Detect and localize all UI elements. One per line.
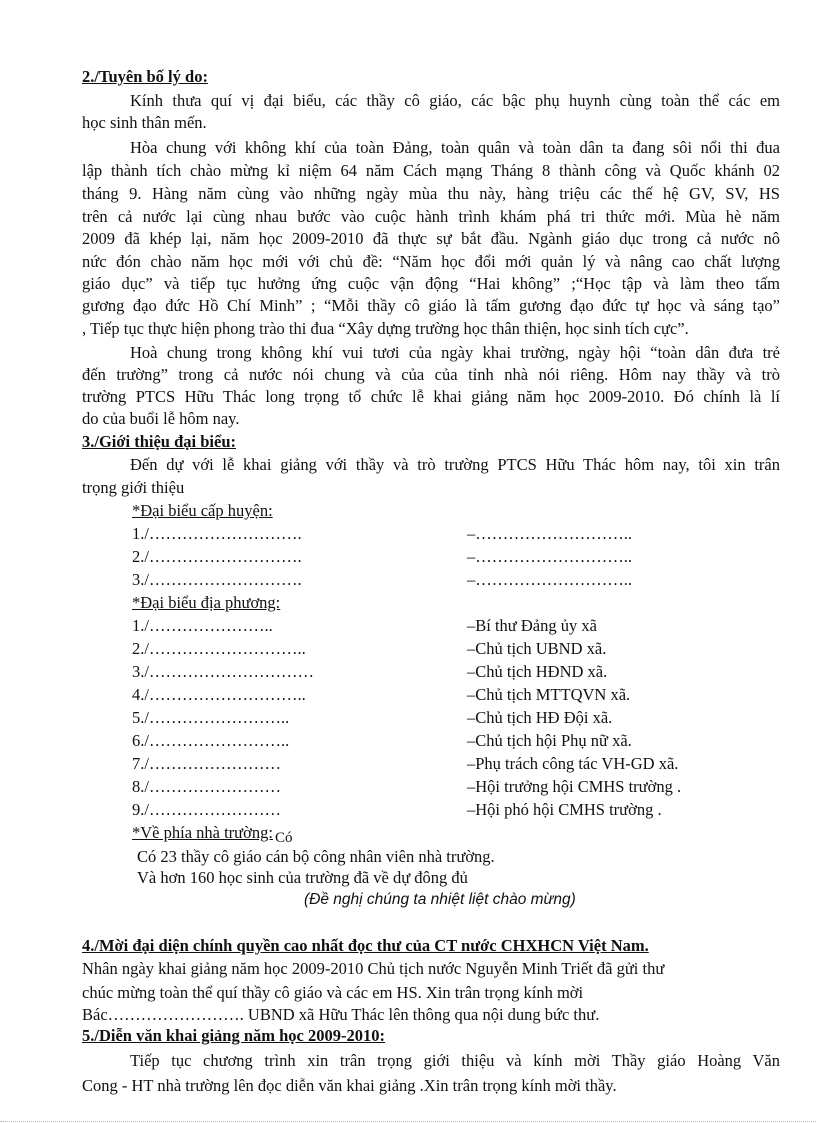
local-row-left: 7./…………………… xyxy=(132,754,281,773)
local-row-left: 5./…………………….. xyxy=(132,708,290,727)
paragraph-line: gương đạo đức Hồ Chí Minh” ; “Mỗi thầy cô giáo là tấm gương đạo đức tự học và sáng tạo” xyxy=(82,296,780,315)
paragraph-line: trường PTCS Hữu Thác long trọng tổ chức lễ khai giảng năm học 2009-2010. Đó chính là lí xyxy=(82,387,780,406)
paragraph-line: Đến dự với lễ khai giảng với thầy và trò trường PTCS Hữu Thác hôm nay, tôi xin trân xyxy=(130,455,780,474)
section-3-heading xyxy=(82,431,780,453)
district-row-right: –……………………….. xyxy=(467,524,632,543)
paragraph-line: Bác……………………. UBND xã Hữu Thác lên thông qua nội dung bức thư. xyxy=(82,1005,600,1024)
local-row-left: 4./……………………….. xyxy=(132,685,306,704)
page-bottom-divider xyxy=(0,1121,816,1122)
local-row-right: –Chủ tịch HĐ Đội xã. xyxy=(467,708,613,727)
local-row-left: 3./………………………… xyxy=(132,662,314,681)
paragraph-line: Tiếp tục chương trình xin trân trọng giới thiệu và kính mời Thầy giáo Hoàng Văn xyxy=(130,1051,780,1070)
paragraph-line: nức đón chào năm học mới với chủ đề: “Năm học đổi mới quản lý và nâng cao chất lượng xyxy=(82,252,780,271)
section-5-heading-text: 5./Diễn văn khai giảng năm học 2009-2010: xyxy=(82,1026,385,1045)
school-line: Có 23 thầy cô giáo cán bộ công nhân viên nhà trường. xyxy=(137,847,495,866)
school-line: Và hơn 160 học sinh của trường đã về dự đông đủ xyxy=(137,868,468,887)
paragraph-line: Cong - HT nhà trường lên đọc diễn văn khai giảng .Xin trân trọng kính mời thầy. xyxy=(82,1076,617,1095)
district-row-left: 1./………………………. xyxy=(132,524,302,543)
section-5-heading xyxy=(82,1025,780,1047)
paragraph-line: do của buổi lễ hôm nay. xyxy=(82,409,240,428)
paragraph-line: trên cả nước lại cùng nhau bước vào cuộc hành trình khám phá tri thức mới. Mùa hè năm xyxy=(82,207,780,226)
paragraph-line: giáo dục” và tiếp tục hưởng ứng cuộc vận động “Hai không” ;“Học tập và làm theo tấm xyxy=(82,274,780,293)
district-row-right: –……………………….. xyxy=(467,570,632,589)
local-row-right: –Chủ tịch hội Phụ nữ xã. xyxy=(467,731,632,750)
paragraph-line: chúc mừng toàn thể quí thầy cô giáo và các em HS. Xin trân trọng kính mời xyxy=(82,983,584,1002)
paragraph-line: 2009 đã khép lại, năm học 2009-2010 đã thực sự bắt đầu. Ngành giáo dục trong cả nước nô xyxy=(82,229,780,248)
local-row-left: 2./……………………….. xyxy=(132,639,306,658)
local-row-right: –Hội phó hội CMHS trường . xyxy=(467,800,662,819)
local-row-right: –Chủ tịch HĐND xã. xyxy=(467,662,608,681)
local-row-right: –Phụ trách công tác VH-GD xã. xyxy=(467,754,679,773)
paragraph-line: Nhân ngày khai giảng năm học 2009-2010 Chủ tịch nước Nguyễn Minh Triết đã gửi thư xyxy=(82,959,665,978)
section-3-heading-text: 3./Giới thiệu đại biểu: xyxy=(82,432,236,451)
local-row-left: 1./………………….. xyxy=(132,616,273,635)
local-row-left: 9./…………………… xyxy=(132,800,281,819)
section-4-heading xyxy=(82,935,780,957)
paragraph-line: tháng 9. Hàng năm cùng vào những ngày mùa thu này, hàng triệu các thế hệ GV, SV, HS xyxy=(82,184,780,203)
paragraph-line: đến trường” trong cả nước nói chung và của của tỉnh nhà nói riêng. Hôm nay thầy và trò xyxy=(82,365,780,384)
local-delegates-heading: *Đại biểu địa phương: xyxy=(132,593,281,612)
school-heading-tail: Có xyxy=(274,830,293,846)
local-row-right: –Chủ tịch MTTQVN xã. xyxy=(467,685,631,704)
local-row-right: –Hội trưởng hội CMHS trường . xyxy=(467,777,682,796)
local-row-right: –Chủ tịch UBND xã. xyxy=(467,639,607,658)
paragraph-line: Hòa chung với không khí của toàn Đảng, toàn quân và toàn dân ta đang sôi nổi thi đua xyxy=(130,138,780,157)
paragraph-line: học sinh thân mến. xyxy=(82,113,207,132)
local-row-left: 6./…………………….. xyxy=(132,731,290,750)
applause-note: (Đề nghị chúng ta nhiệt liệt chào mừng) xyxy=(304,891,576,908)
district-delegates-heading: *Đại biểu cấp huyện: xyxy=(132,501,273,520)
paragraph-line: trọng giới thiệu xyxy=(82,478,185,497)
school-heading-line xyxy=(132,822,292,845)
paragraph-line: , Tiếp tục thực hiện phong trào thi đua “Xây dựng trường học thân thiện, học sinh tích cực”. xyxy=(82,319,689,338)
paragraph-line: Kính thưa quí vị đại biểu, các thầy cô giáo, các bậc phụ huynh cùng toàn thể các em xyxy=(130,91,780,110)
school-heading: *Về phía nhà trường: xyxy=(132,823,273,842)
district-row-right: –……………………….. xyxy=(467,547,632,566)
paragraph-line: lập thành tích chào mừng kỉ niệm 64 năm Cách mạng Tháng 8 thành công và Quốc khánh 02 xyxy=(82,161,780,180)
paragraph-line: Hoà chung trong không khí vui tươi của ngày khai trường, ngày hội “toàn dân đưa trẻ xyxy=(130,343,780,362)
district-row-left: 3./………………………. xyxy=(132,570,302,589)
district-row-left: 2./………………………. xyxy=(132,547,302,566)
local-row-right: –Bí thư Đảng ủy xã xyxy=(467,616,597,635)
local-row-left: 8./…………………… xyxy=(132,777,281,796)
section-2-heading: 2./Tuyên bố lý do: xyxy=(82,67,208,86)
section-4-heading-text: 4./Mời đại diện chính quyền cao nhất đọc thư của CT nước CHXHCN Việt Nam. xyxy=(82,936,649,955)
